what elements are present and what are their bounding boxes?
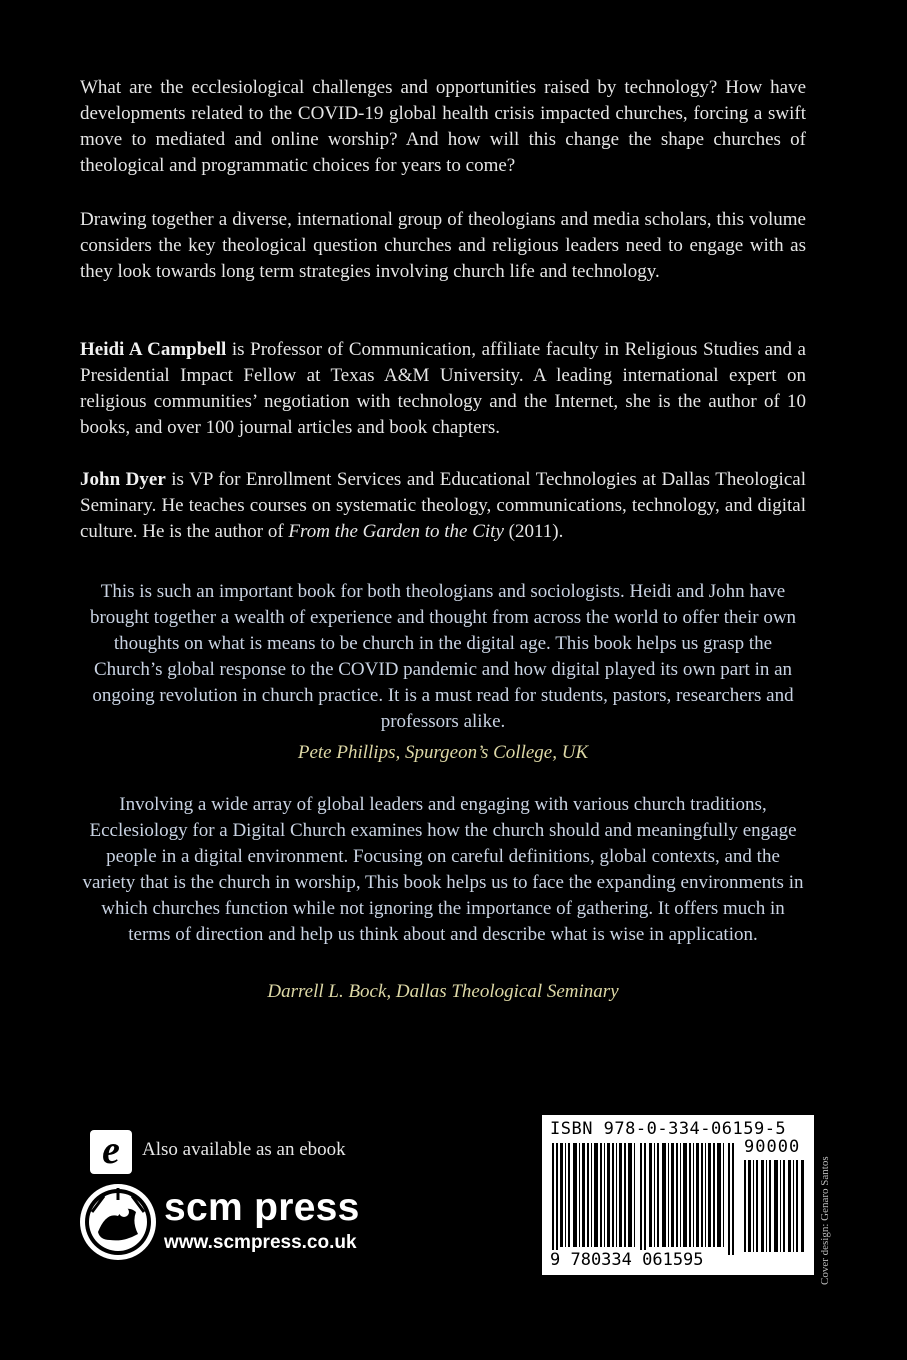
ean-digits: 9 780334 061595 <box>550 1250 704 1270</box>
endorsement-2-attribution: Darrell L. Bock, Dallas Theological Seminary <box>267 981 619 1002</box>
ean-barcode-bars <box>552 1143 740 1255</box>
intro-paragraph-2: Drawing together a diverse, international group of theologians and media scholars, this volume considers the key theological question churches and religious leaders need to engage with as they look towards long term strategies involving church life and technology. <box>80 209 806 282</box>
ebook-e-icon: e <box>90 1130 132 1174</box>
publisher-name: scm press <box>164 1186 360 1229</box>
globe-figure-logo <box>78 1182 158 1262</box>
intro-paragraph-1: What are the ecclesiological challenges and opportunities raised by technology? How have developments related to the COVID-19 global health crisis impacted churches, forcing a swift move to mediated and online worship? And how will this change the shape churches of theological and programmatic choices for years to come? <box>80 77 806 176</box>
endorsement-2: Involving a wide array of global leaders and engaging with various church traditions, Ecclesiology for a Digital Church examines how the church should and meaningfully engage people in a digital environment. Focusing on careful definitions, global contexts, and the variety that is the church in worship, This book helps us to face the expanding environments in which churches function while not ignoring the importance of gathering. It offers much in terms of direction and help us think about and describe what is wise in application. <box>82 794 804 945</box>
endorsement-1: This is such an important book for both theologians and sociologists. Heidi and John have brought together a wealth of experience and thought from across the world to offer their own thoughts on what is means to be church in the digital age. This book helps us grasp the Church’s global response to the COVID pandemic and how digital played its own part in an ongoing revolution in church practice. It is a must read for students, pastors, researchers and professors alike. <box>89 581 797 732</box>
dyer-book-title: From the Garden to the City <box>288 521 504 542</box>
isbn-barcode <box>542 1115 814 1275</box>
campbell-bio-text: is Professor of Communication, affiliate faculty in Religious Studies and a Presidential Impact Fellow at Texas A&M University. A leading international expert on religious communities’ negotiation with technology and the Internet, she is the author of 10 books, and over 100 journal articles and book chapters. <box>80 339 806 438</box>
cover-design-credit: Cover design: Genaro Santos <box>819 1156 831 1285</box>
campbell-name: Heidi A Campbell <box>80 339 227 360</box>
publisher-logo <box>78 1182 378 1262</box>
dyer-bio-year: (2011). <box>503 521 564 542</box>
dyer-name: John Dyer <box>80 469 166 490</box>
addon-barcode-bars <box>744 1160 806 1252</box>
dyer-bio <box>80 467 806 545</box>
campbell-bio <box>80 337 806 441</box>
publisher-url[interactable]: www.scmpress.co.uk <box>164 1232 357 1253</box>
dyer-bio-text: is VP for Enrollment Services and Educational Technologies at Dallas Theological Seminary. He teaches courses on systematic theology, communications, technology, and digital culture. He is the author of <box>80 469 806 542</box>
ebook-label: Also available as an ebook <box>142 1139 346 1160</box>
price-code: 90000 <box>744 1137 801 1157</box>
isbn-label: ISBN 978-0-334-06159-5 <box>550 1119 787 1139</box>
endorsement-1-attribution: Pete Phillips, Spurgeon’s College, UK <box>297 742 589 763</box>
